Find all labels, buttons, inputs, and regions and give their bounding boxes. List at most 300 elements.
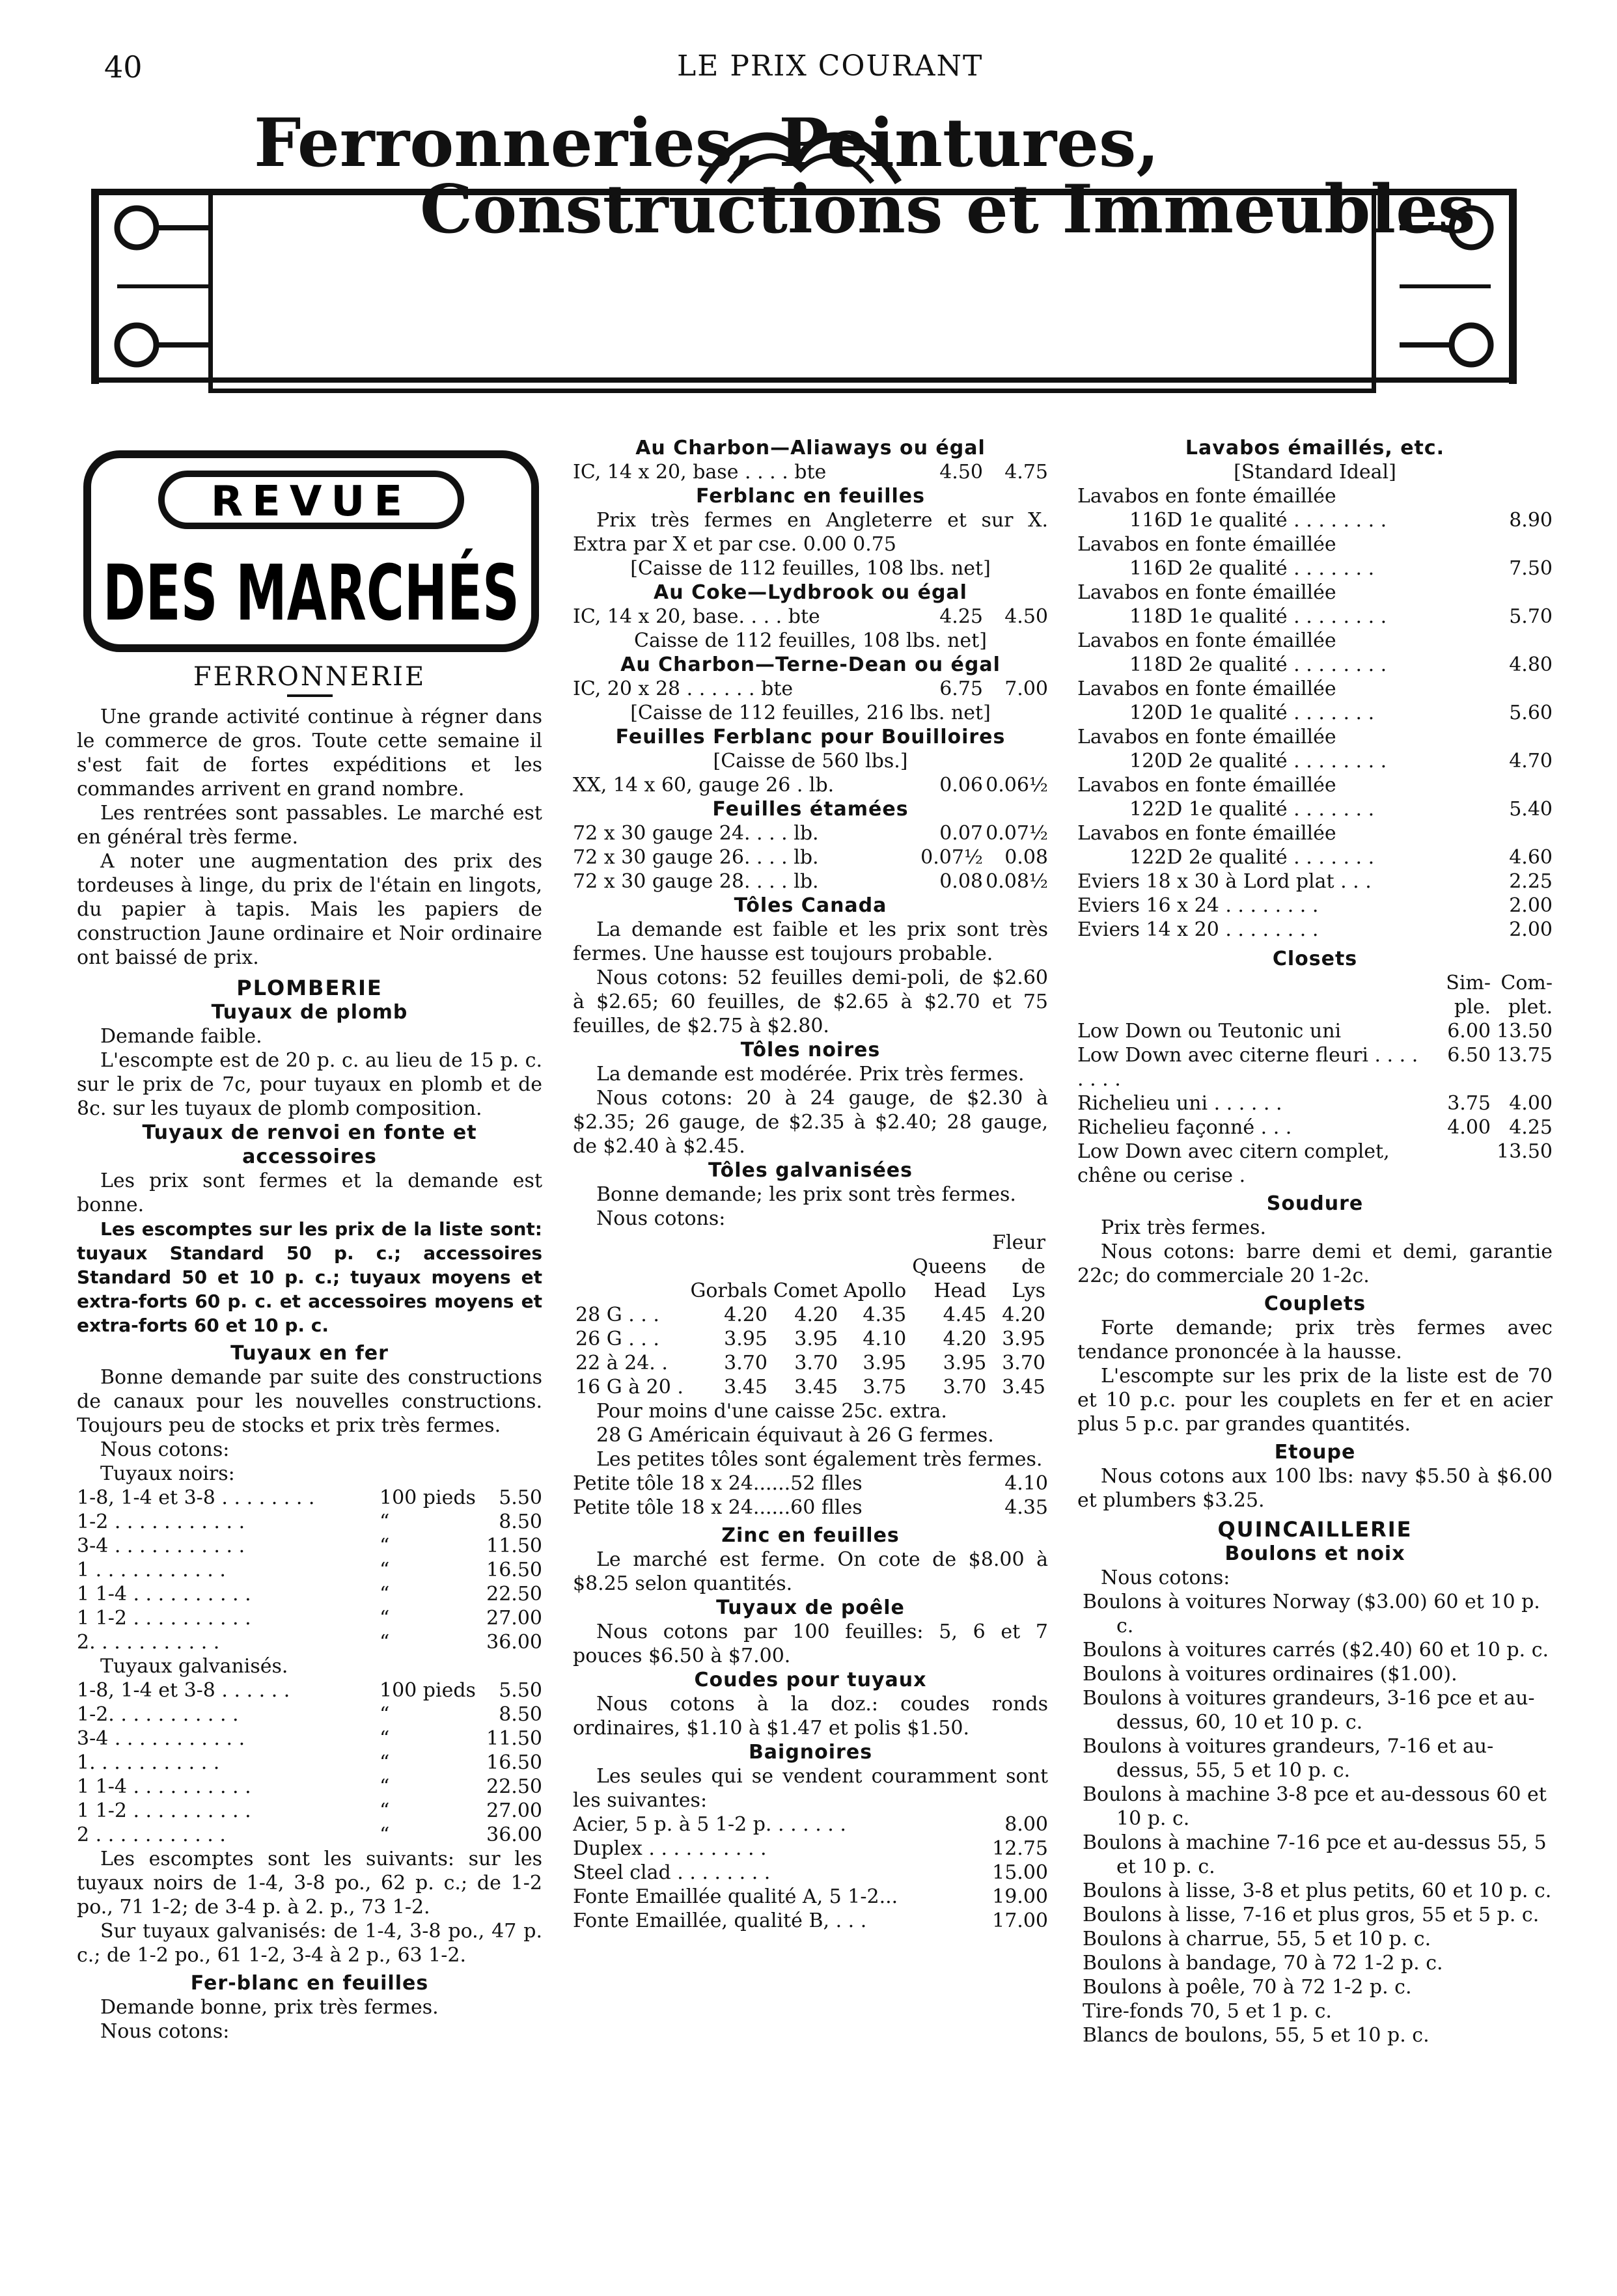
item-label: 3-4 . . . . . . . . . . . — [77, 1535, 245, 1557]
item-label: 1-8, 1-4 et 3-8 . . . . . . — [77, 1679, 290, 1702]
label: Nous cotons: — [100, 1438, 230, 1461]
paragraph: Le marché est ferme. On cote de $8.00 à $8.25 selon quantités. — [573, 1548, 1048, 1595]
price: 36.00 — [486, 1631, 542, 1654]
price-row — [573, 1861, 1048, 1885]
price-list-closets — [1077, 1019, 1553, 1188]
item-label: 1. . . . . . . . . . . — [77, 1751, 220, 1774]
table-cell: 16 G à 20 . — [575, 1376, 684, 1399]
unit: “ — [380, 1631, 390, 1654]
price-list-galvanises — [77, 1678, 542, 1847]
price-row — [573, 1909, 1048, 1933]
unit: “ — [380, 1559, 390, 1581]
paragraph: Nous cotons: 52 feuilles demi-poli, de $2.60 à $2.65; 60 feuilles, de $2.65 à $2.70 et 75 feuilles, de $2.75 à $2.80. — [573, 966, 1048, 1037]
item-label: XX, 14 x 60, gauge 26 . lb. — [573, 774, 835, 797]
price-row — [573, 1812, 1048, 1837]
table-cell: 22 à 24. . — [575, 1352, 668, 1374]
closets-header — [1077, 995, 1553, 1019]
paragraph: L'escompte est de 20 p. c. au lieu de 15 p. c. sur le prix de 7c, pour tuyaux en plomb et de 8c. sur les tuyaux de plomb composition. — [77, 1049, 542, 1120]
subheading: Tuyaux de poêle — [716, 1596, 905, 1619]
price-row — [1077, 1115, 1553, 1140]
paragraph: La demande est faible et les prix sont très fermes. Une hausse est toujours probable. — [573, 918, 1048, 965]
paragraph: Prix très fermes en Angleterre et sur X. Extra par X et par cse. 0.00 0.75 — [573, 509, 1048, 556]
price-row — [1077, 918, 1553, 942]
price-row — [1077, 845, 1553, 869]
item-label: Fonte Emaillée, qualité B, . . . — [573, 1909, 867, 1932]
subheading: Tôles Canada — [734, 894, 887, 917]
price-list-lavabos — [1077, 484, 1553, 869]
table-cell: 3.70 — [794, 1352, 838, 1374]
unit: “ — [380, 1703, 390, 1726]
paragraph: Nous cotons: 20 à 24 gauge, de $2.30 à $2.35; 26 gauge, de $2.35 à $2.40; 28 gauge, de $2.40 à $2.45. — [573, 1087, 1048, 1158]
subheading: Zinc en feuilles — [721, 1524, 900, 1547]
item-label: Fonte Emaillée qualité A, 5 1-2... — [573, 1885, 898, 1908]
price-row — [1077, 869, 1553, 894]
price: 4.35 — [1004, 1496, 1048, 1519]
price: 16.50 — [486, 1751, 542, 1774]
unit: “ — [380, 1535, 390, 1557]
item-label: Eviers 14 x 20 . . . . . . . . — [1077, 918, 1319, 941]
table-cell: 3.95 — [794, 1328, 838, 1350]
price: 4.60 — [1509, 846, 1553, 869]
table-cell: 3.70 — [724, 1352, 767, 1374]
banner-title-line1: Ferronneries, Peintures, — [254, 104, 1159, 182]
paragraph: Une grande activité continue à régner dans le commerce de gros. Toute cette semaine il s'est fait de fortes expéditions et les commandes arrivent en grand nombre. — [77, 705, 542, 800]
price: 13.75 — [1497, 1044, 1553, 1067]
label: Nous cotons: — [1101, 1566, 1230, 1589]
item-label: 72 x 30 gauge 24. . . . lb. — [573, 822, 819, 845]
list-item: Boulons à charrue, 55, 5 et 10 p. c. — [1083, 1928, 1431, 1950]
table-row — [573, 1351, 1048, 1375]
item-label: Richelieu uni . . . . . . — [1077, 1092, 1282, 1115]
item-label: Lavabos en fonte émaillée — [1077, 822, 1336, 845]
subheading: Feuilles Ferblanc pour Bouilloires — [615, 726, 1006, 748]
price: 0.06½ — [986, 774, 1048, 797]
subheading: Baignoires — [748, 1741, 873, 1764]
price: 0.07 — [939, 822, 983, 845]
unit: 100 pieds — [380, 1486, 476, 1509]
table-cell: 4.20 — [1002, 1304, 1045, 1326]
price: 11.50 — [486, 1535, 542, 1557]
unit: “ — [380, 1799, 390, 1822]
note: Caisse de 112 feuilles, 108 lbs. net] — [634, 629, 987, 652]
price-row — [573, 605, 1048, 629]
column-label: Com- — [1500, 972, 1553, 994]
item-label: Petite tôle 18 x 24......52 flles — [573, 1472, 863, 1495]
price-row — [573, 460, 1048, 484]
price: 2.00 — [1509, 894, 1553, 917]
item-label: 120D 1e qualité . . . . . . . — [1129, 702, 1375, 724]
price: 4.50 — [1004, 605, 1048, 628]
item-label: Low Down avec citern complet, chêne ou cerise . — [1077, 1140, 1390, 1187]
note: [Caisse de 560 lbs.] — [713, 750, 908, 772]
price-list-petites — [573, 1471, 1048, 1520]
revue-des-marches-logo — [83, 450, 539, 652]
subheading: Au Coke—Lydbrook ou égal — [654, 581, 967, 604]
item-label: Lavabos en fonte émaillée — [1077, 774, 1336, 797]
price: 8.90 — [1509, 509, 1553, 532]
table-row — [573, 1375, 1048, 1399]
table-row — [573, 1327, 1048, 1351]
price-row — [573, 773, 1048, 797]
table-cell: 3.95 — [863, 1352, 907, 1374]
item-label: 116D 2e qualité . . . . . . . — [1129, 557, 1375, 580]
price: 5.60 — [1509, 702, 1553, 724]
price-row — [1077, 749, 1553, 773]
price-list-baignoires — [573, 1812, 1048, 1933]
price: 27.00 — [486, 1799, 542, 1822]
subheading: Tôles galvanisées — [708, 1159, 913, 1182]
table-cell: 3.45 — [1002, 1376, 1045, 1399]
table-cell: 4.35 — [863, 1304, 907, 1326]
price-list-noirs — [77, 1486, 542, 1654]
price-row — [1077, 556, 1553, 581]
table-cell — [770, 1231, 840, 1255]
price: 2.25 — [1509, 870, 1553, 893]
subheading: Fer-blanc en feuilles — [190, 1972, 429, 1995]
subheading: Ferblanc en feuilles — [696, 485, 925, 508]
price-row — [1077, 797, 1553, 821]
table-cell — [909, 1231, 989, 1255]
paragraph: Demande bonne, prix très fermes. — [100, 1996, 439, 2019]
table-cell: 26 G . . . — [575, 1328, 659, 1350]
item-label: Low Down avec citerne fleuri . . . . . . . . — [1077, 1044, 1418, 1091]
price-row — [1077, 508, 1553, 532]
list-item: Boulons à lisse, 7-16 et plus gros, 55 et 5 p. c. — [1083, 1904, 1540, 1926]
price: 36.00 — [486, 1824, 542, 1846]
list-item: Boulons à voitures Norway ($3.00) 60 et 10 p. c. — [1083, 1591, 1540, 1637]
item-label: 3-4 . . . . . . . . . . . — [77, 1727, 245, 1750]
page-number: 40 — [104, 49, 143, 85]
item-label: 1-2. . . . . . . . . . . — [77, 1703, 239, 1726]
price-row — [77, 1558, 542, 1582]
item-label: Eviers 16 x 24 . . . . . . . . — [1077, 894, 1319, 917]
price-row — [1077, 653, 1553, 677]
banner-title-line2: Constructions et Immeubles — [420, 171, 1476, 249]
paragraph: Nous cotons à la doz.: coudes ronds ordinaires, $1.10 à $1.47 et polis $1.50. — [573, 1693, 1048, 1740]
table-cell — [840, 1255, 909, 1279]
price: 4.10 — [1004, 1472, 1048, 1495]
item-label: Eviers 18 x 30 à Lord plat . . . — [1077, 870, 1372, 893]
table-cell: 3.70 — [943, 1376, 987, 1399]
price-row — [1077, 1140, 1553, 1188]
unit: “ — [380, 1583, 390, 1606]
paragraph: 28 G Américain équivaut à 26 G fermes. — [596, 1424, 994, 1447]
item-label: Lavabos en fonte émaillée — [1077, 629, 1336, 652]
price-row — [77, 1630, 542, 1654]
price: 0.07½ — [920, 846, 983, 869]
price: 7.00 — [1004, 677, 1048, 700]
price-row — [573, 677, 1048, 701]
subheading: Boulons et noix — [1224, 1542, 1405, 1565]
table-cell: 4.10 — [863, 1328, 907, 1350]
price: 13.50 — [1497, 1140, 1553, 1163]
paragraph: Sur tuyaux galvanisés: de 1-4, 3-8 po., 47 p. c.; de 1-2 po., 61 1-2, 3-4 à 2 p., 63 1-2. — [77, 1920, 542, 1967]
price-row — [573, 1496, 1048, 1520]
paragraph: Nous cotons: — [100, 2020, 230, 2043]
price: 6.00 — [1447, 1020, 1491, 1043]
price-row — [77, 1775, 542, 1799]
item-label: Duplex . . . . . . . . . . — [573, 1837, 767, 1860]
table-cell: 3.45 — [724, 1376, 767, 1399]
price-row — [573, 1885, 1048, 1909]
unit: “ — [380, 1607, 390, 1630]
price: 5.70 — [1509, 605, 1553, 628]
galvanized-table — [573, 1231, 1048, 1399]
table-cell: 4.20 — [724, 1304, 767, 1326]
label: Tuyaux noirs: — [100, 1462, 235, 1485]
subheading: Tôles noires — [740, 1039, 881, 1061]
item-label: 1-2 . . . . . . . . . . . — [77, 1510, 245, 1533]
list-item: Boulons à voitures grandeurs, 7-16 et au-dessus, 55, 5 et 10 p. c. — [1083, 1735, 1494, 1782]
table-cell: 4.20 — [794, 1304, 838, 1326]
price: 8.50 — [499, 1703, 542, 1726]
subheading: Soudure — [1266, 1192, 1364, 1215]
item-label: 1 1-4 . . . . . . . . . . — [77, 1583, 251, 1606]
price-row — [1077, 605, 1553, 629]
paragraph: Demande faible. — [100, 1025, 262, 1048]
column-label: Sim- — [1446, 972, 1491, 994]
price: 6.75 — [939, 677, 983, 700]
item-label: 118D 1e qualité . . . . . . . . — [1129, 605, 1387, 628]
price-row — [573, 845, 1048, 869]
paragraph: Les prix sont fermes et la demande est bonne. — [77, 1169, 542, 1216]
price-row — [77, 1606, 542, 1630]
table-header — [573, 1279, 1048, 1303]
list-item: Boulons à bandage, 70 à 72 1-2 p. c. — [1083, 1952, 1443, 1975]
table-cell: Head — [933, 1279, 987, 1302]
subsection-heading: QUINCAILLERIE — [1217, 1517, 1413, 1542]
unit: “ — [380, 1824, 390, 1846]
paragraph: Pour moins d'une caisse 25c. extra. — [596, 1400, 947, 1423]
paragraph: Les petites tôles sont également très fermes. — [596, 1448, 1043, 1471]
note: [Caisse de 112 feuilles, 108 lbs. net] — [630, 557, 991, 580]
price-row — [573, 821, 1048, 845]
item-label: Acier, 5 p. à 5 1-2 p. . . . . . . — [573, 1813, 846, 1836]
price: 3.75 — [1447, 1092, 1491, 1115]
table-cell: Lys — [1012, 1279, 1045, 1302]
item-label: 2 . . . . . . . . . . . — [77, 1824, 226, 1846]
list-item: Blancs de boulons, 55, 5 et 10 p. c. — [1083, 2024, 1430, 2047]
table-cell — [687, 1255, 770, 1279]
price: 4.50 — [939, 461, 983, 484]
price: 17.00 — [992, 1909, 1048, 1932]
unit: 100 pieds — [380, 1679, 476, 1702]
table-row — [573, 1303, 1048, 1327]
price: 7.50 — [1509, 557, 1553, 580]
price-row — [1077, 1091, 1553, 1115]
price: 4.25 — [939, 605, 983, 628]
table-cell: 3.45 — [794, 1376, 838, 1399]
price-row — [1077, 701, 1553, 725]
subheading: Tuyaux de plomb — [211, 1001, 408, 1024]
list-item: Tire-fonds 70, 5 et 1 p. c. — [1083, 2000, 1332, 2023]
subheading: Au Charbon—Terne-Dean ou égal — [620, 653, 1001, 676]
item-label: Steel clad . . . . . . . . — [573, 1861, 771, 1884]
table-header — [573, 1231, 1048, 1255]
subheading: Etoupe — [1274, 1441, 1356, 1464]
column-2 — [573, 436, 1048, 1933]
table-cell: Queens — [912, 1255, 987, 1278]
table-cell: Gorbals — [690, 1279, 767, 1302]
price-row — [1077, 1043, 1553, 1091]
item-label: 122D 2e qualité . . . . . . . — [1129, 846, 1375, 869]
price: 0.06 — [939, 774, 983, 797]
price: 27.00 — [486, 1607, 542, 1630]
price: 0.08 — [1004, 846, 1048, 869]
item-label: 120D 2e qualité . . . . . . . . — [1129, 750, 1387, 772]
item-label: Low Down ou Teutonic uni — [1077, 1020, 1342, 1043]
price: 16.50 — [486, 1559, 542, 1581]
price: 0.08½ — [986, 870, 1048, 893]
price-row — [77, 1534, 542, 1558]
paragraph: L'escompte sur les prix de la liste est de 70 et 10 p.c. pour les couplets en fer et en acier plus 5 p.c. par grandes quantités. — [1077, 1365, 1553, 1436]
price: 8.00 — [1004, 1813, 1048, 1836]
item-label: Lavabos en fonte émaillée — [1077, 677, 1336, 700]
price: 2.00 — [1509, 918, 1553, 941]
list-item: Boulons à voitures ordinaires ($1.00). — [1083, 1663, 1458, 1686]
subheading: Couplets — [1264, 1292, 1366, 1315]
table-cell: 3.95 — [724, 1328, 767, 1350]
table-cell: 28 G . . . — [575, 1304, 659, 1326]
item-label: 116D 1e qualité . . . . . . . . — [1129, 509, 1387, 532]
item-label: 1 1-4 . . . . . . . . . . — [77, 1775, 251, 1798]
item-label: Lavabos en fonte émaillée — [1077, 581, 1336, 604]
item-label: Richelieu façonné . . . — [1077, 1116, 1292, 1139]
table-cell — [687, 1231, 770, 1255]
price: 19.00 — [992, 1885, 1048, 1908]
label: Nous cotons: — [596, 1207, 726, 1230]
unit: “ — [380, 1510, 390, 1533]
table-cell: 4.45 — [943, 1304, 987, 1326]
item-label: 122D 1e qualité . . . . . . . — [1129, 798, 1375, 821]
price: 4.80 — [1509, 653, 1553, 676]
table-cell: 4.20 — [943, 1328, 987, 1350]
item-label: IC, 20 x 28 . . . . . . bte — [573, 677, 794, 700]
list-item: Boulons à voitures carrés ($2.40) 60 et 10 p. c. — [1083, 1639, 1549, 1661]
section-heading: FERRONNERIE — [193, 662, 426, 692]
price: 15.00 — [992, 1861, 1048, 1884]
price-row — [1077, 1019, 1553, 1043]
price: 22.50 — [486, 1583, 542, 1606]
price: 5.50 — [499, 1486, 542, 1509]
paragraph: Les escomptes sur les prix de la liste sont: tuyaux Standard 50 p. c.; accessoires Standard 50 et 10 p. c.; tuyaux moyens et extra-forts 60 p. c. et accessoires moyens et extra-forts 60 et 10 p. c. — [77, 1218, 542, 1336]
price: 8.50 — [499, 1510, 542, 1533]
list-item: Boulons à lisse, 3-8 et plus petits, 60 et 10 p. c. — [1083, 1879, 1552, 1902]
subheading: Feuilles étamées — [712, 798, 909, 821]
column-label: ple. — [1454, 996, 1491, 1018]
unit: “ — [380, 1727, 390, 1750]
column-3 — [1077, 436, 1553, 2047]
table-cell: 3.95 — [943, 1352, 987, 1374]
price: 4.75 — [1004, 461, 1048, 484]
price-row — [77, 1799, 542, 1823]
table-cell: 3.95 — [1002, 1328, 1045, 1350]
price: 6.50 — [1447, 1044, 1491, 1067]
item-label: 1 1-2 . . . . . . . . . . — [77, 1799, 251, 1822]
price: 0.08 — [939, 870, 983, 893]
price: 4.25 — [1509, 1116, 1553, 1139]
price-row — [1077, 894, 1553, 918]
subsection-heading: PLOMBERIE — [236, 976, 383, 1000]
list-item: Boulons à machine 7-16 pce et au-dessus 55, 5 et 10 p. c. — [1083, 1831, 1547, 1878]
divider — [287, 694, 333, 697]
unit: “ — [380, 1751, 390, 1774]
paragraph: Nous cotons: barre demi et demi, garantie 22c; do commerciale 20 1-2c. — [1077, 1240, 1553, 1287]
subheading: Lavabos émaillés, etc. — [1185, 437, 1445, 459]
price-row — [77, 1727, 542, 1751]
item-label: Lavabos en fonte émaillée — [1077, 485, 1336, 508]
subheading: Tuyaux en fer — [230, 1342, 389, 1365]
item-label: IC, 14 x 20, base . . . . bte — [573, 461, 827, 484]
item-label: 2. . . . . . . . . . . — [77, 1631, 220, 1654]
paragraph: Bonne demande; les prix sont très fermes. — [596, 1183, 1016, 1206]
column-label: plet. — [1508, 996, 1553, 1018]
paragraph: Nous cotons aux 100 lbs: navy $5.50 à $6.00 et plumbers $3.25. — [1077, 1465, 1553, 1512]
price: 0.07½ — [986, 822, 1048, 845]
table-cell: de — [1021, 1255, 1045, 1278]
subheading: Tuyaux de renvoi en fonte et accessoires — [142, 1121, 477, 1168]
price-row — [77, 1823, 542, 1847]
price-row — [77, 1702, 542, 1727]
paragraph: Bonne demande par suite des constructions de canaux pour les nouvelles constructions. Toujours peu de stocks et prix très fermes. — [77, 1366, 542, 1437]
item-label: Lavabos en fonte émaillée — [1077, 533, 1336, 556]
price-row — [77, 1510, 542, 1534]
price: 22.50 — [486, 1775, 542, 1798]
logo-top-text: REVUE — [210, 478, 412, 526]
paragraph: Nous cotons par 100 feuilles: 5, 6 et 7 pouces $6.50 à $7.00. — [573, 1620, 1048, 1667]
table-cell — [840, 1231, 909, 1255]
price: 4.00 — [1447, 1116, 1491, 1139]
page-header — [0, 49, 1617, 89]
price-row — [77, 1678, 542, 1702]
unit: “ — [380, 1775, 390, 1798]
table-cell — [770, 1255, 840, 1279]
price: 5.50 — [499, 1679, 542, 1702]
paragraph: Les seules qui se vendent couramment sont les suivantes: — [573, 1765, 1048, 1812]
paragraph: Les rentrées sont passables. Le marché est en général très ferme. — [77, 802, 542, 849]
table-cell: Fleur — [992, 1231, 1045, 1254]
price: 11.50 — [486, 1727, 542, 1750]
item-label: 1 1-2 . . . . . . . . . . — [77, 1607, 251, 1630]
paragraph: La demande est modérée. Prix très fermes. — [596, 1063, 1025, 1086]
list-item: Boulons à machine 3-8 pce et au-dessous 60 et 10 p. c. — [1083, 1783, 1547, 1830]
column-1 — [77, 436, 542, 2043]
item-label: 118D 2e qualité . . . . . . . . — [1129, 653, 1387, 676]
table-cell: 3.70 — [1002, 1352, 1045, 1374]
price-row — [77, 1751, 542, 1775]
item-label: IC, 14 x 20, base. . . . bte — [573, 605, 820, 628]
list-item: Boulons à poêle, 70 à 72 1-2 p. c. — [1083, 1976, 1412, 1999]
subheading: Au Charbon—Aliaways ou égal — [635, 437, 986, 459]
price-list-etamees — [573, 821, 1048, 894]
price-row — [77, 1582, 542, 1606]
price-row — [573, 1837, 1048, 1861]
label: Tuyaux galvanisés. — [100, 1655, 288, 1678]
item-label: 72 x 30 gauge 26. . . . lb. — [573, 846, 819, 869]
item-label: 1-8, 1-4 et 3-8 . . . . . . . . — [77, 1486, 315, 1509]
price-list-eviers — [1077, 869, 1553, 942]
price-row — [573, 869, 1048, 894]
subheading: Closets — [1272, 948, 1358, 970]
note: [Caisse de 112 feuilles, 216 lbs. net] — [630, 702, 991, 724]
table-cell: 3.75 — [863, 1376, 907, 1399]
price: 5.40 — [1509, 798, 1553, 821]
table-header — [573, 1255, 1048, 1279]
item-label: Lavabos en fonte émaillée — [1077, 726, 1336, 748]
paragraph: A noter une augmentation des prix des tordeuses à linge, du prix de l'étain en lingots, du papier à tapis. Mais les papiers de construction Jaune ordinaire et Noir ordinaire ont baissé de prix. — [77, 850, 542, 969]
table-cell: Apollo — [843, 1279, 907, 1302]
price: 12.75 — [992, 1837, 1048, 1860]
